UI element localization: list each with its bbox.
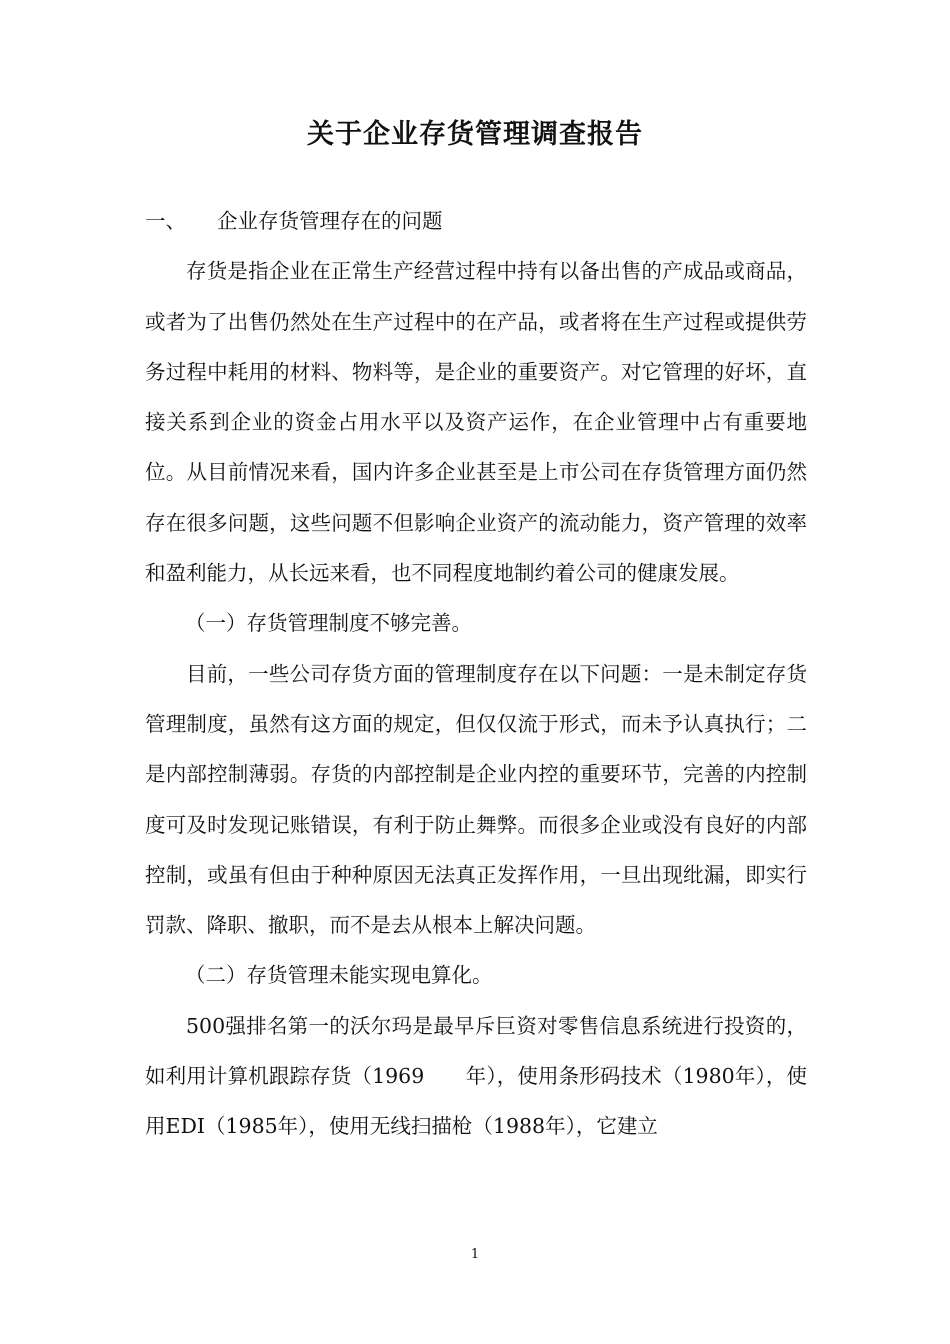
document-body [145,196,807,1152]
section-heading-text: 企业存货管理存在的问题 [217,209,443,233]
intro-paragraph: 存货是指企业在正常生产经营过程中持有以备出售的产成品或商品，或者为了出售仍然处在生产过程中的在产品，或者将在生产过程或提供劳务过程中耗用的材料、物料等，是企业的重要资产。对它管理的好坏，直接关系到企业的资金占用水平以及资产运作，在企业管理中占有重要地位。从目前情况来看，国内许多企业甚至是上市公司在存货管理方面仍然存在很多问题，这些问题不但影响企业资产的流动能力，资产管理的效率和盈利能力，从长远来看，也不同程度地制约着公司的健康发展。 [145,259,807,586]
page-number: 1 [470,1247,480,1262]
subsection-heading-1: （一）存货管理制度不够完善。 [185,611,472,636]
section-number: 一、 [145,209,186,233]
document-title: 关于企业存货管理调查报告 [307,119,643,150]
subsection-body-2: 500强排名第一的沃尔玛是最早斥巨资对零售信息系统进行投资的，如利用计算机跟踪存货（1969 年），使用条形码技术（1980年），使用EDI（1985年），使用无线扫描枪（1988年），它建立 [145,1013,807,1139]
subsection-heading-2: （二）存货管理未能实现电算化。 [185,963,493,988]
subsection-body-1: 目前，一些公司存货方面的管理制度存在以下问题：一是未制定存货管理制度，虽然有这方面的规定，但仅仅流于形式，而未予认真执行；二是内部控制薄弱。存货的内部控制是企业内控的重要环节，完善的内控制度可及时发现记账错误，有利于防止舞弊。而很多企业或没有良好的内部控制，或虽有但由于种种原因无法真正发挥作用，一旦出现纰漏，即实行罚款、降职、撤职，而不是去从根本上解决问题。 [145,661,807,938]
section-heading [145,196,807,246]
